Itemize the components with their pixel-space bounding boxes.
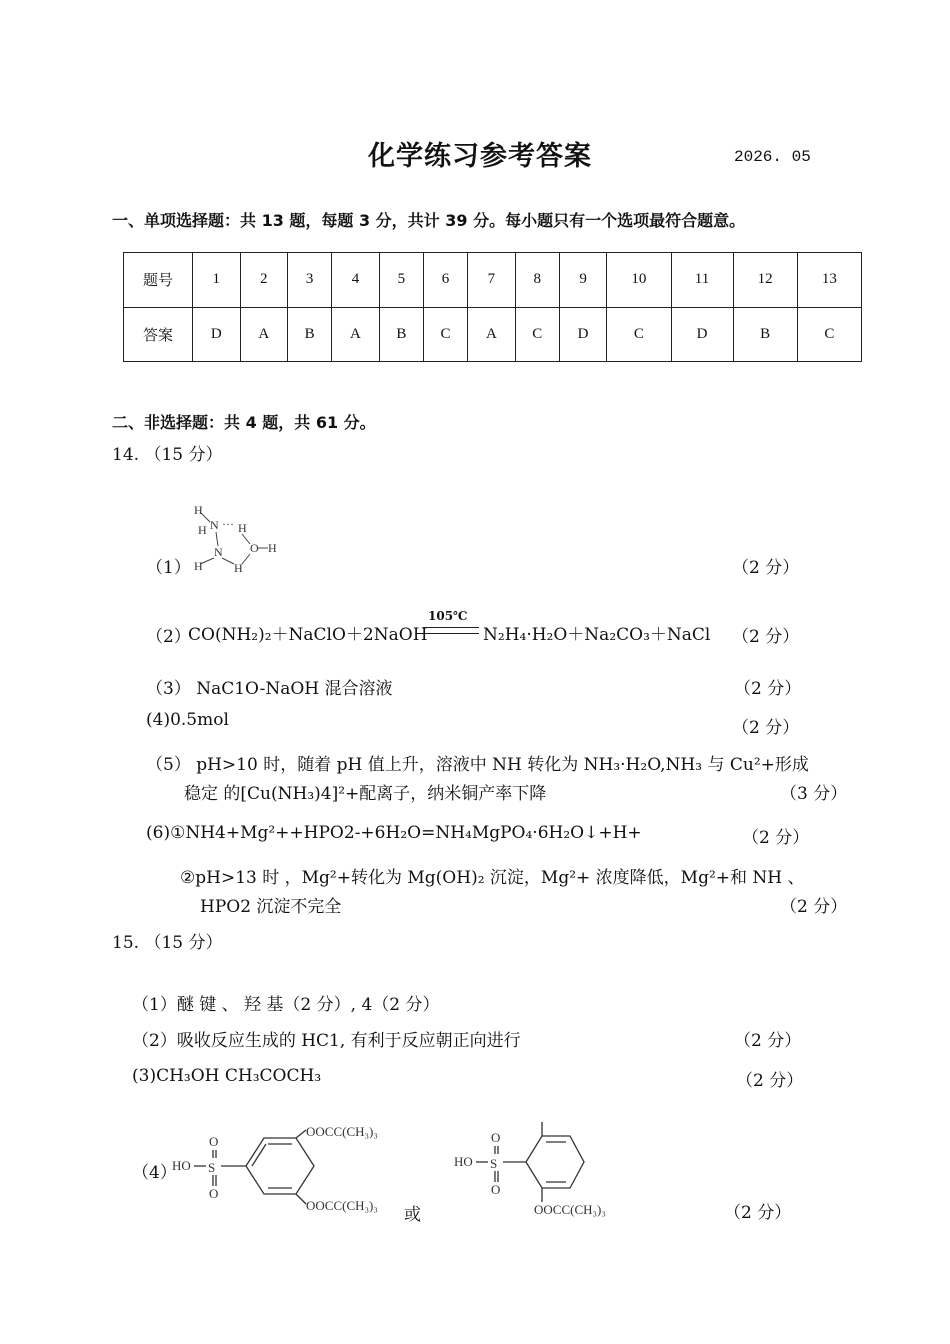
answer-cell: C bbox=[423, 307, 467, 362]
q14-p5-line1: （5） pH>10 时，随着 pH 值上升，溶液中 NH 转化为 NH₃·H₂O,NH₃ 与 Cu²+形成 bbox=[146, 755, 809, 775]
svg-text:O: O bbox=[209, 1186, 219, 1201]
question-number: 7 bbox=[468, 253, 516, 308]
q14-p3-score: （2 分） bbox=[734, 679, 802, 699]
answer-cell: C bbox=[515, 307, 559, 362]
question-number: 10 bbox=[607, 253, 671, 308]
q14-p5-score: （3 分） bbox=[780, 784, 848, 804]
q14-p2-label: （2） bbox=[146, 627, 191, 647]
answer-cell: A bbox=[240, 307, 288, 362]
answer-cell: A bbox=[468, 307, 516, 362]
equation-products: N₂H₄·H₂O＋Na₂CO₃＋NaCl bbox=[483, 625, 711, 645]
hydrogen-bond-structure bbox=[188, 500, 288, 576]
svg-text:O: O bbox=[250, 541, 259, 555]
exam-date: 2026. 05 bbox=[734, 148, 811, 166]
q14-p6b-line2: HPO2 沉淀不完全 bbox=[200, 897, 342, 917]
svg-text:···: ··· bbox=[222, 517, 234, 531]
svg-text:H: H bbox=[194, 559, 203, 573]
q15-p4-score: （2 分） bbox=[724, 1203, 792, 1223]
answer-cell: A bbox=[332, 307, 380, 362]
question-number: 9 bbox=[559, 253, 607, 308]
q14-p4-text: (4)0.5mol bbox=[146, 710, 229, 730]
table-row-answers bbox=[124, 307, 862, 362]
section2-heading: 二、非选择题：共 4 题，共 61 分。 bbox=[112, 413, 376, 432]
question-number: 4 bbox=[332, 253, 380, 308]
reaction-condition: 105℃ bbox=[428, 609, 468, 623]
svg-text:O: O bbox=[491, 1130, 501, 1145]
q14-label: 14. （15 分） bbox=[112, 445, 223, 465]
svg-text:N: N bbox=[210, 518, 219, 532]
sulfonic-diester-structure-a bbox=[168, 1124, 408, 1224]
q15-p4-label: （4） bbox=[132, 1163, 177, 1183]
svg-text:OOCC(CH₃)₃: OOCC(CH₃)₃ bbox=[534, 1202, 606, 1217]
section1-heading: 一、单项选择题：共 13 题，每题 3 分，共计 39 分。每小题只有一个选项最符合题意。 bbox=[112, 211, 746, 230]
question-number: 3 bbox=[288, 253, 332, 308]
svg-text:H: H bbox=[238, 521, 247, 535]
answer-cell: C bbox=[797, 307, 861, 362]
svg-text:HO: HO bbox=[454, 1154, 473, 1169]
question-number: 5 bbox=[379, 253, 423, 308]
answer-cell: B bbox=[733, 307, 797, 362]
q14-p3-text: （3） NaC1O-NaOH 混合溶液 bbox=[146, 679, 393, 699]
q14-p4-score: （2 分） bbox=[732, 718, 800, 738]
question-number: 12 bbox=[733, 253, 797, 308]
question-number: 11 bbox=[671, 253, 733, 308]
svg-text:N: N bbox=[214, 545, 223, 559]
answer-cell: D bbox=[671, 307, 733, 362]
q14-p6a-text: (6)①NH4+Mg²++HPO2-+6H₂O=NH₄MgPO₄·6H₂O↓+H+ bbox=[146, 823, 642, 843]
answer-cell: D bbox=[193, 307, 241, 362]
q15-p3-text: (3)CH₃OH CH₃COCH₃ bbox=[132, 1066, 322, 1086]
sulfonic-ester-structure-b bbox=[452, 1118, 642, 1222]
svg-text:H: H bbox=[194, 503, 203, 517]
svg-text:H: H bbox=[234, 561, 243, 575]
row-label-number: 题号 bbox=[124, 253, 193, 308]
reaction-equals-sign bbox=[423, 627, 479, 634]
answer-cell: D bbox=[559, 307, 607, 362]
answer-cell: B bbox=[379, 307, 423, 362]
q15-p1-text: （1）醚 键 、 羟 基（2 分）, 4（2 分） bbox=[132, 995, 440, 1015]
svg-text:S: S bbox=[208, 1160, 216, 1175]
question-number: 1 bbox=[193, 253, 241, 308]
answer-cell: C bbox=[607, 307, 671, 362]
q14-p1-label: （1） bbox=[146, 558, 191, 578]
svg-text:HO: HO bbox=[172, 1158, 191, 1173]
svg-text:S: S bbox=[490, 1156, 498, 1171]
q14-p1-score: （2 分） bbox=[732, 558, 800, 578]
q15-p2-text: （2）吸收反应生成的 HC1, 有利于反应朝正向进行 bbox=[132, 1031, 521, 1051]
question-number: 13 bbox=[797, 253, 861, 308]
q15-p2-score: （2 分） bbox=[734, 1031, 802, 1051]
svg-text:OOCC(CH₃)₃: OOCC(CH₃)₃ bbox=[306, 1198, 378, 1213]
q14-p5-line2: 稳定 的[Cu(NH₃)4]²+配离子，纳米铜产率下降 bbox=[184, 784, 547, 804]
answer-cell: B bbox=[288, 307, 332, 362]
answer-table bbox=[123, 252, 862, 362]
svg-text:OOCC(CH₃)₃: OOCC(CH₃)₃ bbox=[306, 1124, 378, 1139]
page-title: 化学练习参考答案 bbox=[368, 141, 592, 172]
alternative-connector: 或 bbox=[404, 1205, 421, 1225]
q14-p6a-score: （2 分） bbox=[742, 828, 810, 848]
question-number: 6 bbox=[423, 253, 467, 308]
svg-text:O: O bbox=[491, 1182, 501, 1197]
q15-p3-score: （2 分） bbox=[736, 1071, 804, 1091]
table-row-numbers bbox=[124, 253, 862, 308]
q14-p2-score: （2 分） bbox=[732, 627, 800, 647]
svg-text:O: O bbox=[209, 1134, 219, 1149]
q14-p6b-line1: ②pH>13 时 ，Mg²+转化为 Mg(OH)₂ 沉淀，Mg²+ 浓度降低，Mg²+和 NH 、 bbox=[180, 868, 805, 888]
q15-label: 15. （15 分） bbox=[112, 933, 223, 953]
svg-text:H: H bbox=[268, 541, 277, 555]
svg-text:H: H bbox=[198, 523, 207, 537]
row-label-answer: 答案 bbox=[124, 307, 193, 362]
question-number: 2 bbox=[240, 253, 288, 308]
q14-p6b-score: （2 分） bbox=[780, 897, 848, 917]
equation-reactants: CO(NH₂)₂＋NaClO＋2NaOH bbox=[188, 625, 428, 645]
question-number: 8 bbox=[515, 253, 559, 308]
